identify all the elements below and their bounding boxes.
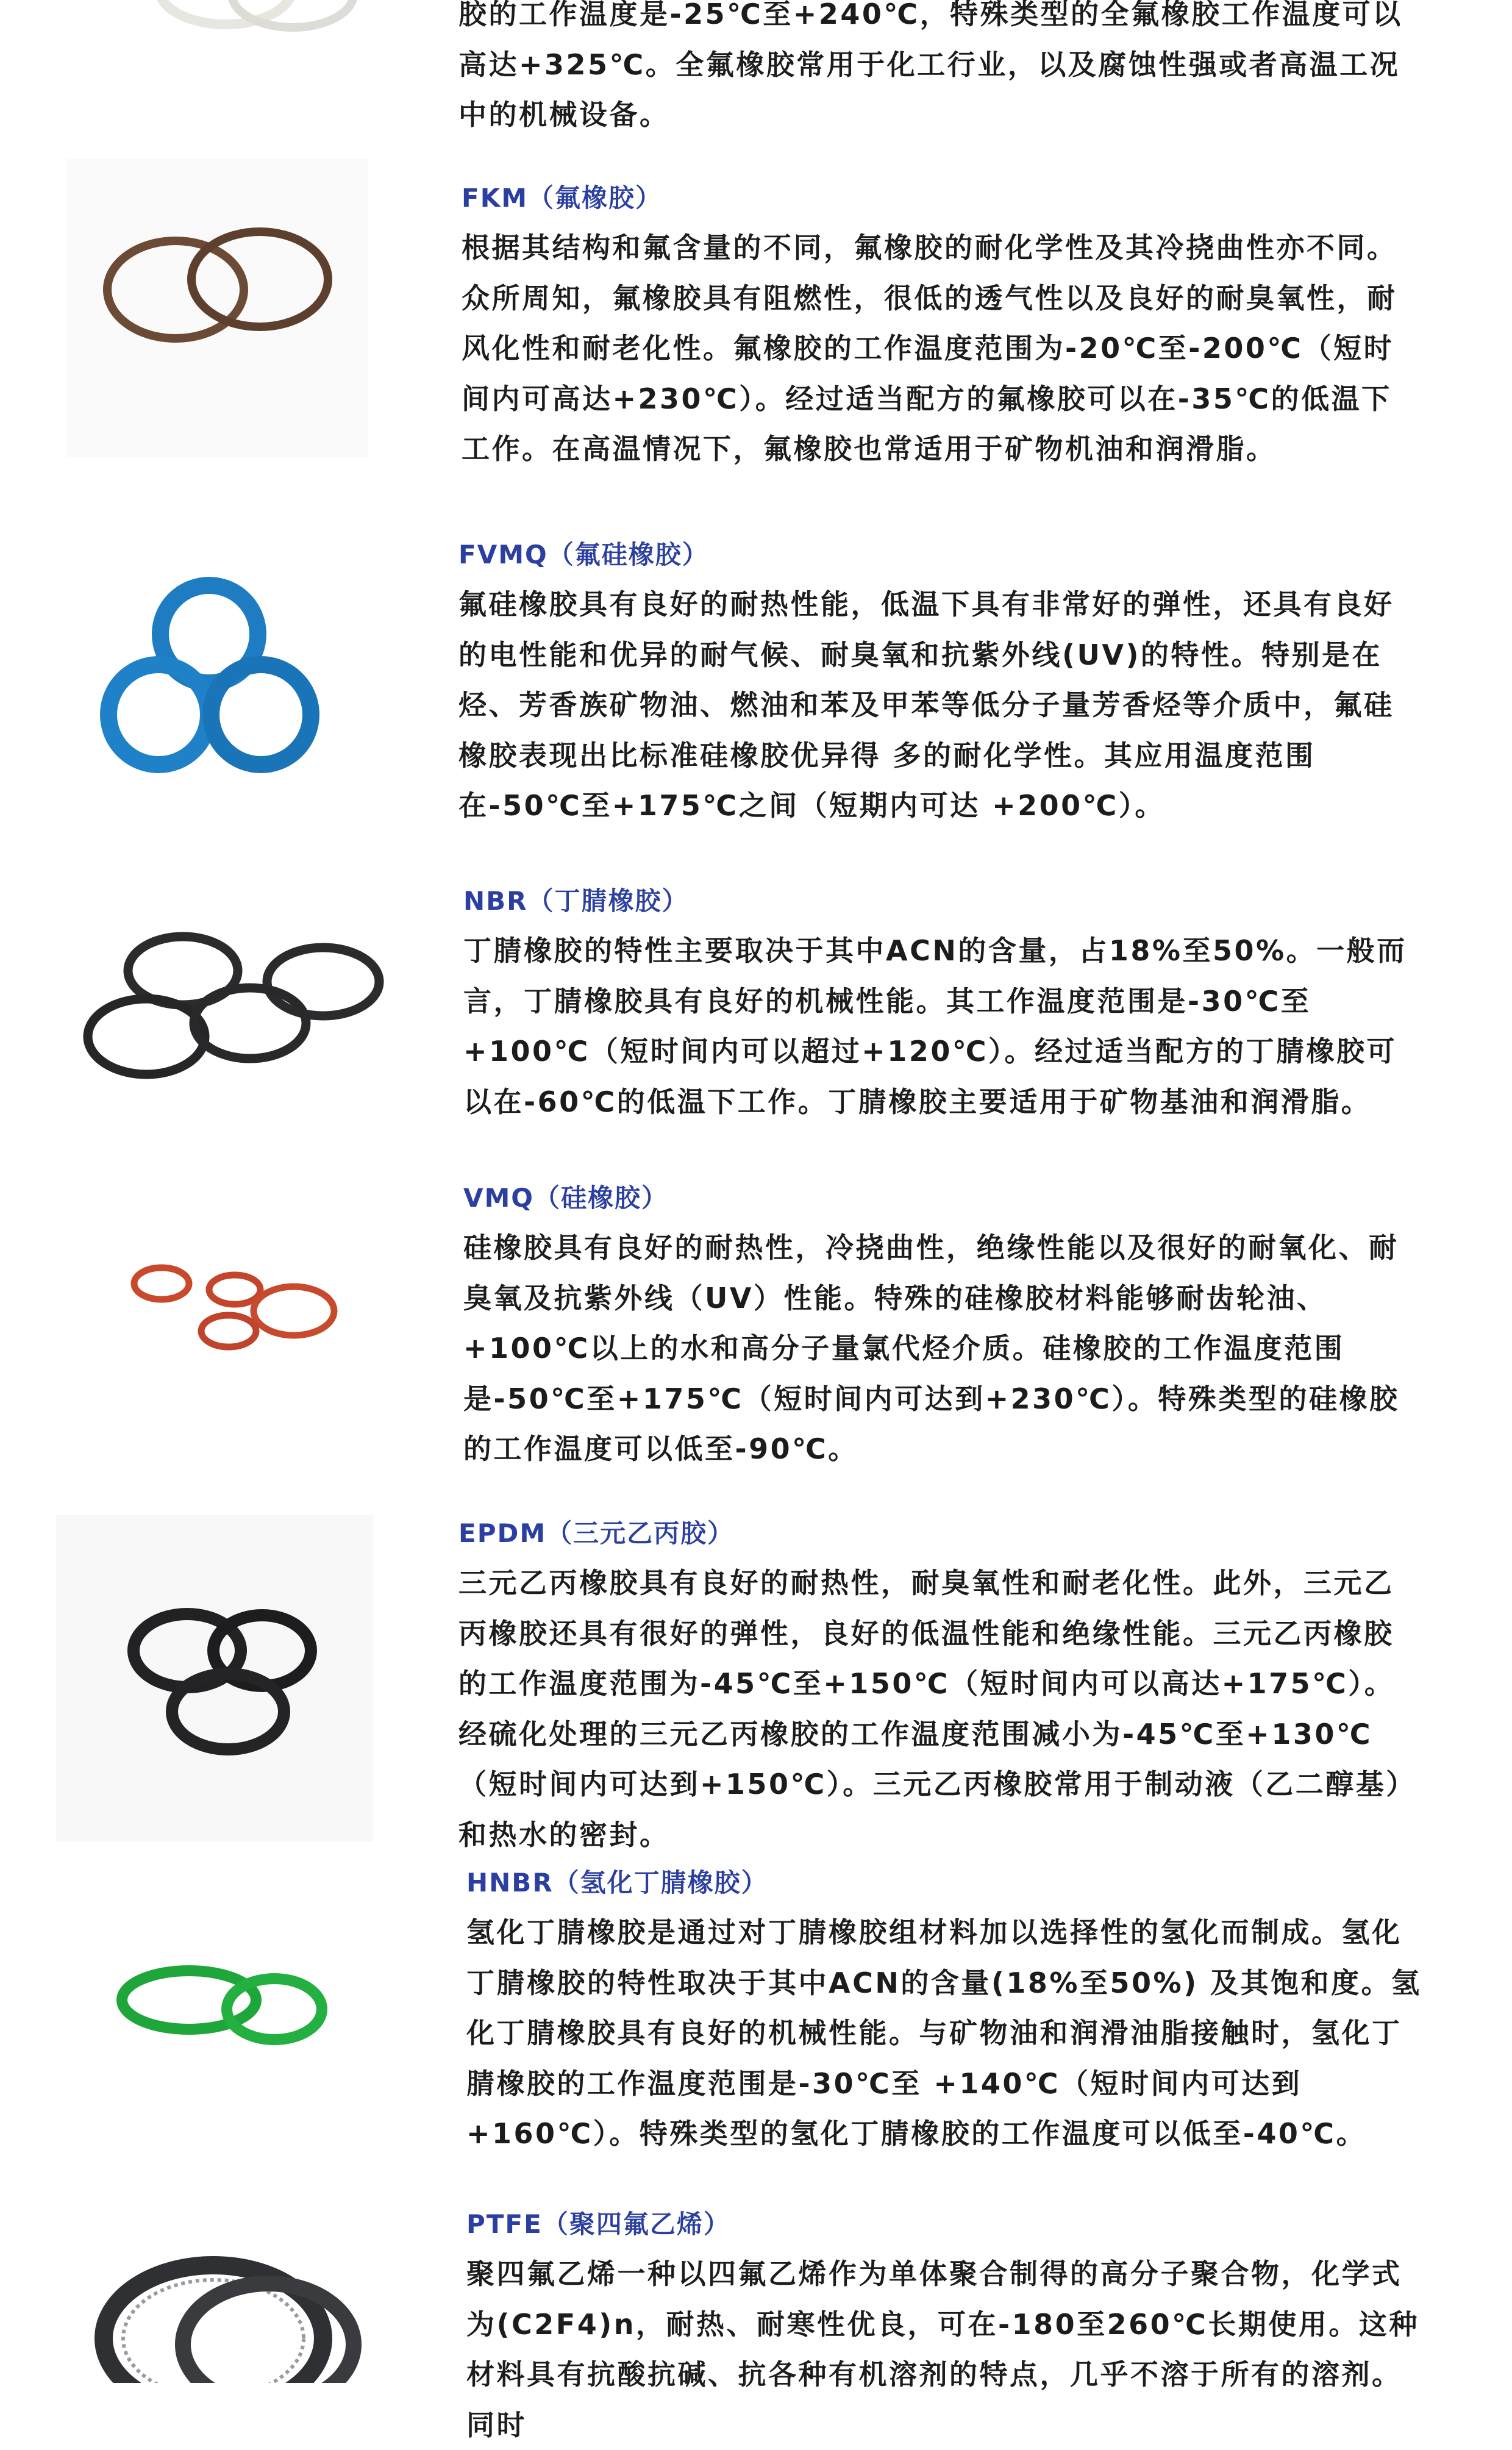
section-title: PTFE（聚四氟乙烯） xyxy=(466,2209,730,2239)
white-oring-image xyxy=(140,0,372,37)
blue-orings-image xyxy=(24,532,366,843)
brown-orings-image xyxy=(66,159,368,457)
section-body: 硅橡胶具有良好的耐热性，冷挠曲性，绝缘性能以及很好的耐氧化、耐臭氧及抗紫外线（UV）性能。特殊的硅橡胶材料能够耐齿轮油、+100℃以上的水和高分子量氯代烃介质。硅橡胶的工作温度范围是-50℃至+175℃（短时间内可达到+230℃）。特殊类型的硅橡胶的工作温度可以低至-90℃。 xyxy=(463,1231,1400,1465)
section-title: VMQ（硅橡胶） xyxy=(463,1183,669,1213)
section-nbr xyxy=(0,878,1512,1146)
section-title: FVMQ（氟硅橡胶） xyxy=(458,540,709,570)
section-hnbr xyxy=(0,1863,1512,2168)
section-title: HNBR（氢化丁腈橡胶） xyxy=(466,1868,768,1898)
section-title: FKM（氟橡胶） xyxy=(462,183,663,213)
section-ptfe xyxy=(0,2204,1512,2441)
section-fvmq xyxy=(0,532,1512,861)
section-ffkm xyxy=(0,0,1512,146)
section-body: 胶的工作温度是-25℃至+240℃，特殊类型的全氟橡胶工作温度可以高达+325℃。全氟橡胶常用于化工行业，以及腐蚀性强或者高温工况中的机械设备。 xyxy=(458,0,1403,131)
section-title: NBR（丁腈橡胶） xyxy=(463,886,689,916)
section-body: 氢化丁腈橡胶是通过对丁腈橡胶组材料加以选择性的氢化而制成。氢化丁腈橡胶的特性取决于其中ACN的含量(18%至50%) 及其饱和度。氢化丁腈橡胶具有良好的机械性能。与矿物油和润滑油脂接触时，氢化丁腈橡胶的工作温度范围是-30℃至 +140℃（短时间内可达到+160℃）。特殊类型的氢化丁腈橡胶的工作温度可以低至-40℃。 xyxy=(466,1916,1422,2150)
ptfe-seal-image xyxy=(85,2204,366,2383)
section-epdm xyxy=(0,1515,1512,1851)
section-body: 氟硅橡胶具有良好的耐热性能，低温下具有非常好的弹性，还具有良好的电性能和优异的耐气候、耐臭氧和抗紫外线(UV)的特性。特别是在烃、芳香族矿物油、燃油和苯及甲苯等低分子量芳香烃等介质中，氟硅橡胶表现出比标准硅橡胶优异得 多的耐化学性。其应用温度范围在-50℃至+175℃之间（短期内可达 +200℃）。 xyxy=(458,588,1394,822)
black-orings-image xyxy=(24,878,451,1146)
section-body: 根据其结构和氟含量的不同，氟橡胶的耐化学性及其冷挠曲性亦不同。众所周知，氟橡胶具有阻燃性，很低的透气性以及良好的耐臭氧性，耐风化性和耐老化性。氟橡胶的工作温度范围为-20℃至-200℃（短时间内可高达+230℃）。经过适当配方的氟橡胶可以在-35℃的低温下工作。在高温情况下，氟橡胶也常适用于矿物机油和润滑脂。 xyxy=(462,231,1397,465)
section-title: EPDM（三元乙丙胶） xyxy=(458,1518,735,1548)
section-fkm xyxy=(0,180,1512,509)
black-epdm-orings-image xyxy=(56,1515,373,1841)
section-body: 三元乙丙橡胶具有良好的耐热性，耐臭氧性和耐老化性。此外，三元乙丙橡胶还具有很好的弹性，良好的低温性能和绝缘性能。三元乙丙橡胶的工作温度范围为-45℃至+150℃（短时间内可以高达+175℃）。经硫化处理的三元乙丙橡胶的工作温度范围减小为-45℃至+130℃（短时间内可达到+150℃）。三元乙丙橡胶常用于制动液（乙二醇基）和热水的密封。 xyxy=(458,1566,1402,1851)
section-body: 聚四氟乙烯一种以四氟乙烯作为单体聚合制得的高分子聚合物，化学式为(C2F4)n，耐热、耐寒性优良，可在-180至260℃长期使用。这种材料具有抗酸抗碱、抗各种有机溶剂的特点，几乎不溶于所有的溶剂。同时 xyxy=(466,2257,1419,2441)
green-orings-image xyxy=(98,1863,341,2143)
section-body: 丁腈橡胶的特性主要取决于其中ACN的含量，占18%至50%。一般而言，丁腈橡胶具有良好的机械性能。其工作温度范围是-30℃至+100℃（短时间内可以超过+120℃）。经过适当配方的丁腈橡胶可以在-60℃的低温下工作。丁腈橡胶主要适用于矿物基油和润滑脂。 xyxy=(463,934,1407,1118)
red-orings-image xyxy=(98,1180,366,1436)
section-vmq xyxy=(0,1180,1512,1497)
